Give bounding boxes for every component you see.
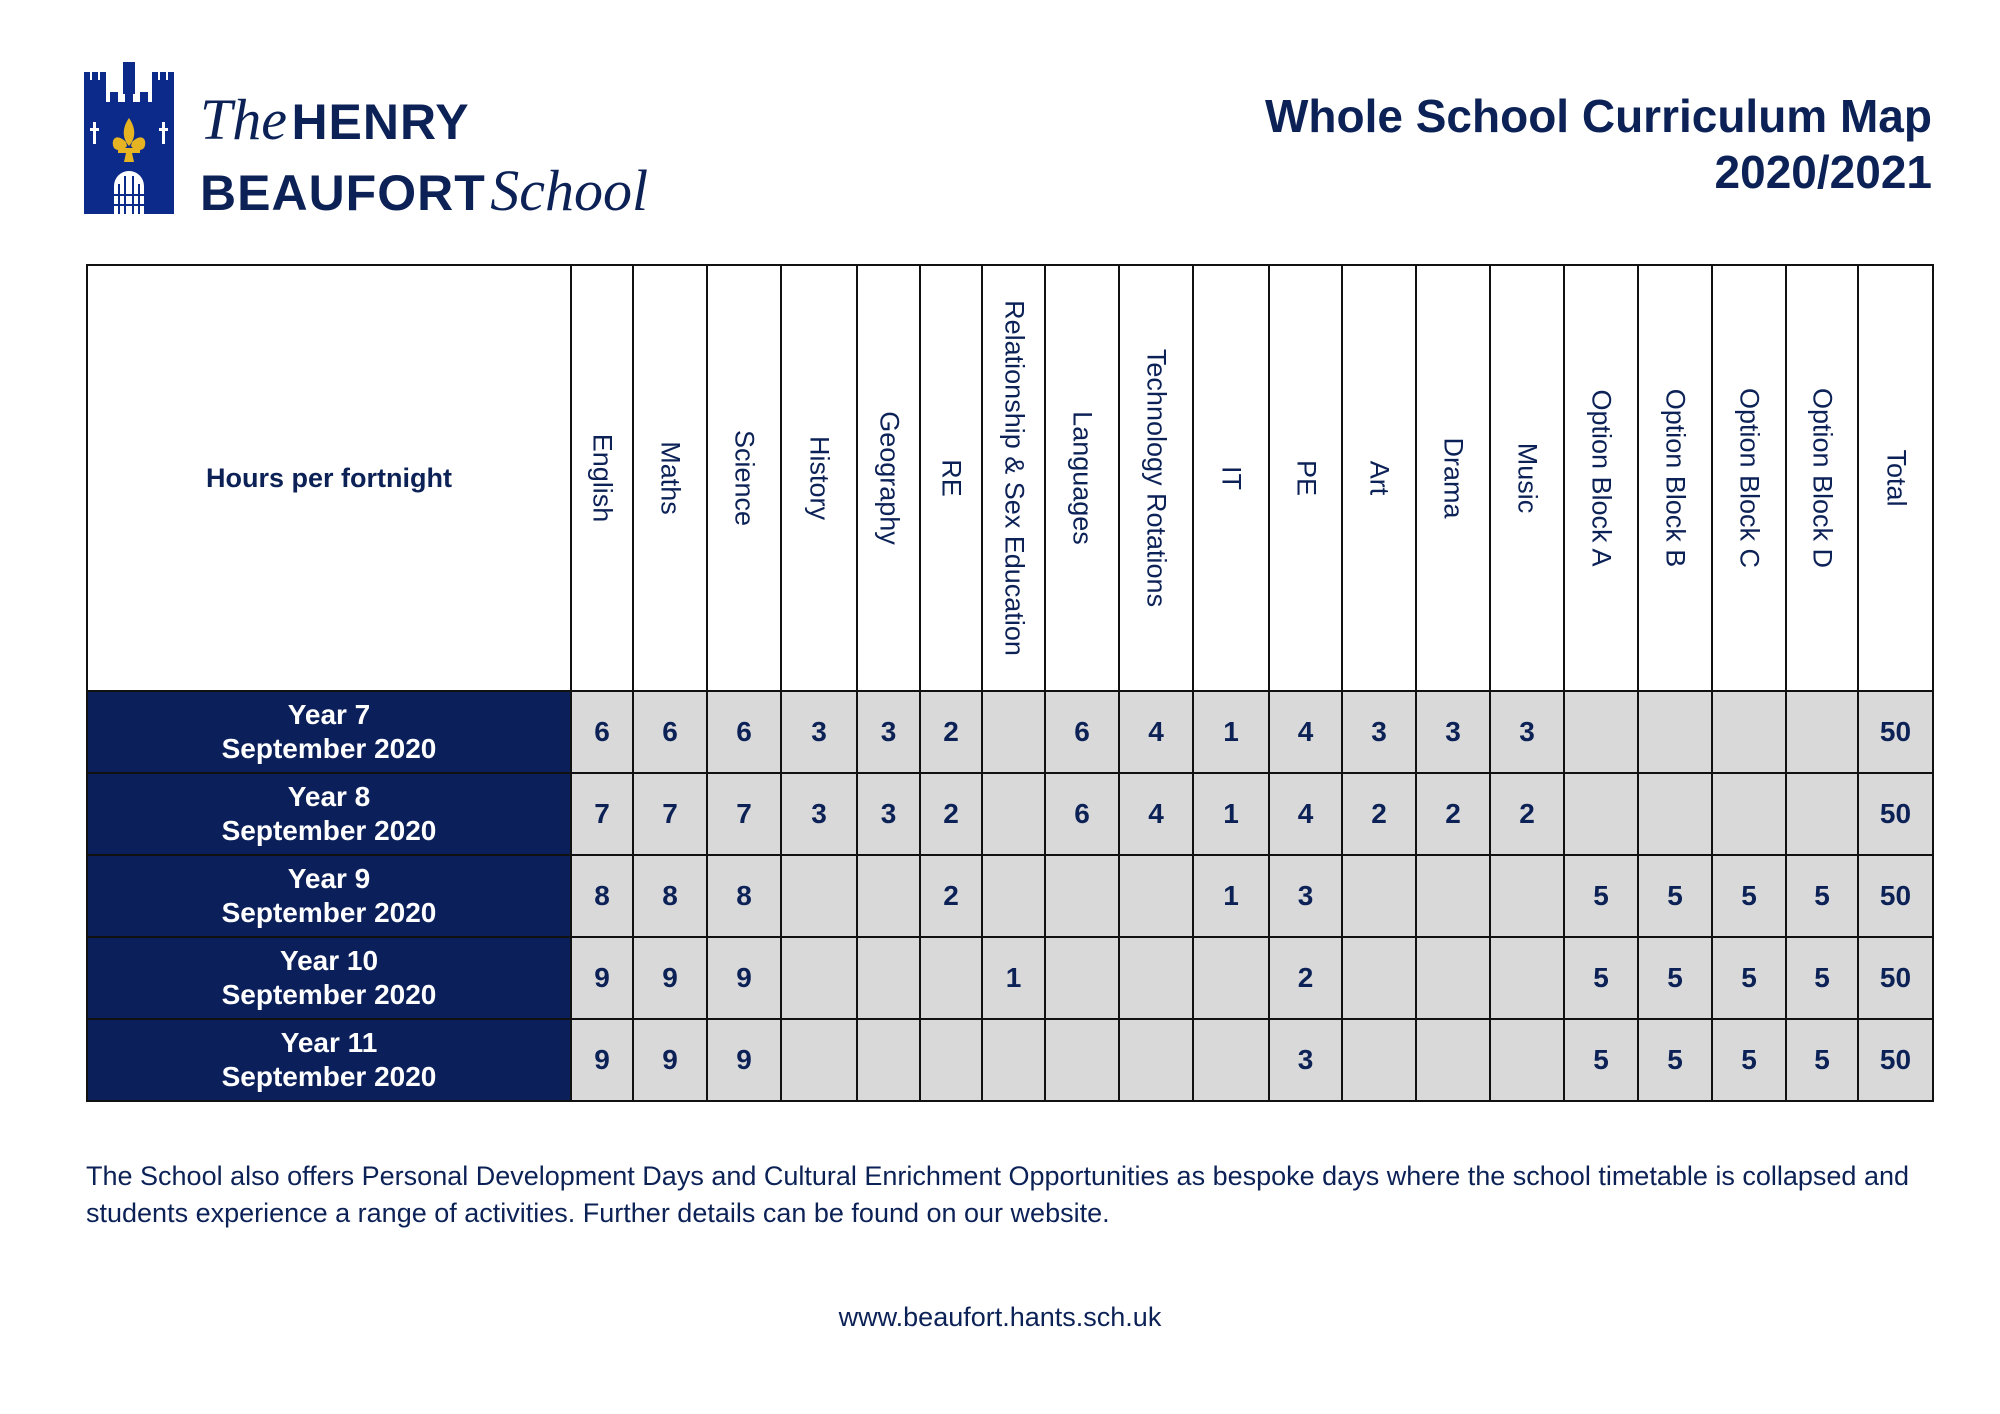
header-row	[87, 265, 1933, 691]
table-cell: 5	[1564, 1019, 1638, 1101]
column-header-label: History	[804, 435, 835, 521]
curriculum-table	[86, 264, 1934, 1102]
column-header-label: Music	[1512, 442, 1543, 514]
table-cell: 50	[1858, 1019, 1933, 1101]
table-cell: 9	[707, 937, 781, 1019]
column-header	[1119, 265, 1193, 691]
table-cell	[857, 937, 920, 1019]
column-header	[1638, 265, 1712, 691]
table-cell	[1638, 773, 1712, 855]
table-cell: 3	[857, 691, 920, 773]
table-cell	[1119, 1019, 1193, 1101]
castle-fleur-de-lis-icon	[84, 62, 174, 214]
table-cell: 3	[857, 773, 920, 855]
table-cell: 2	[920, 855, 982, 937]
table-cell	[1490, 937, 1564, 1019]
table-cell	[1342, 937, 1416, 1019]
column-header	[857, 265, 920, 691]
column-header-label: Science	[729, 429, 760, 527]
enrichment-note: The School also offers Personal Development Days and Cultural Enrichment Opportunities as bespoke days where the school timetable is collapsed and students experience a range of activities. Further details can be found on our website.	[86, 1161, 1910, 1228]
table-cell	[1119, 937, 1193, 1019]
table-cell: 5	[1712, 937, 1786, 1019]
table-cell: 7	[571, 773, 633, 855]
table-cell	[1564, 773, 1638, 855]
table-cell	[857, 1019, 920, 1101]
table-cell	[1416, 855, 1490, 937]
column-header	[1564, 265, 1638, 691]
table-cell: 8	[707, 855, 781, 937]
table-cell: 6	[1045, 691, 1119, 773]
table-cell: 9	[571, 937, 633, 1019]
table-cell: 2	[1269, 937, 1342, 1019]
wordmark-the: The	[200, 87, 287, 152]
table-cell: 6	[571, 691, 633, 773]
table-cell: 2	[920, 691, 982, 773]
row-start-label: September 2020	[221, 1061, 437, 1092]
table-cell: 2	[1416, 773, 1490, 855]
table-cell: 5	[1638, 937, 1712, 1019]
table-cell: 3	[1342, 691, 1416, 773]
table-cell	[1490, 1019, 1564, 1101]
table-cell: 6	[1045, 773, 1119, 855]
table-cell: 6	[633, 691, 707, 773]
row-header	[87, 937, 571, 1019]
table-cell: 5	[1638, 1019, 1712, 1101]
table-cell: 9	[571, 1019, 633, 1101]
table-cell: 7	[707, 773, 781, 855]
column-header	[1193, 265, 1269, 691]
table-cell	[781, 937, 857, 1019]
table-cell	[1193, 1019, 1269, 1101]
table-cell: 3	[1416, 691, 1490, 773]
document-title	[1265, 88, 1932, 200]
table-cell	[1342, 1019, 1416, 1101]
table-cell: 5	[1564, 855, 1638, 937]
table-cell: 1	[1193, 691, 1269, 773]
table-cell: 4	[1119, 691, 1193, 773]
table-cell: 2	[1342, 773, 1416, 855]
row-start-label: September 2020	[221, 815, 437, 846]
table-cell	[1712, 691, 1786, 773]
table-cell	[1045, 937, 1119, 1019]
column-header	[1858, 265, 1933, 691]
table-cell: 2	[1490, 773, 1564, 855]
column-header	[707, 265, 781, 691]
column-header	[1416, 265, 1490, 691]
table-cell: 5	[1786, 855, 1858, 937]
wordmark-school: School	[490, 158, 649, 223]
column-header-label: Maths	[655, 441, 686, 515]
row-start-label: September 2020	[221, 979, 437, 1010]
school-logo	[84, 62, 654, 222]
row-year-label: Year 7	[287, 699, 371, 730]
table-cell: 3	[781, 691, 857, 773]
table-cell	[1786, 773, 1858, 855]
table-cell: 3	[1269, 1019, 1342, 1101]
table-cell: 4	[1269, 773, 1342, 855]
column-header-label: Geography	[874, 411, 904, 545]
table-cell	[1045, 855, 1119, 937]
column-header	[1712, 265, 1786, 691]
wordmark-henry: HENRY	[291, 94, 470, 150]
table-cell: 9	[707, 1019, 781, 1101]
table-cell	[1193, 937, 1269, 1019]
table-cell	[1342, 855, 1416, 937]
table-cell	[982, 855, 1045, 937]
table-cell: 1	[1193, 855, 1269, 937]
table-cell	[1416, 1019, 1490, 1101]
column-header	[571, 265, 633, 691]
table-cell: 3	[781, 773, 857, 855]
column-header	[1342, 265, 1416, 691]
title-line-1: Whole School Curriculum Map	[1264, 90, 1932, 142]
table-cell	[1045, 1019, 1119, 1101]
table-cell	[982, 691, 1045, 773]
column-header-label: Languages	[1067, 411, 1098, 545]
corner-label: Hours per fortnight	[87, 265, 571, 691]
table-row	[87, 691, 1933, 773]
table-cell	[1416, 937, 1490, 1019]
table-row	[87, 1019, 1933, 1101]
table-cell	[1564, 691, 1638, 773]
table-cell	[1786, 691, 1858, 773]
table-cell: 5	[1786, 1019, 1858, 1101]
row-year-label: Year 11	[280, 1027, 378, 1058]
table-cell: 8	[633, 855, 707, 937]
row-start-label: September 2020	[221, 733, 437, 764]
column-header-label: Option Block A	[1586, 389, 1617, 567]
column-header-label: IT	[1216, 466, 1247, 490]
row-start-label: September 2020	[221, 897, 437, 928]
column-header	[1045, 265, 1119, 691]
table-cell	[920, 937, 982, 1019]
row-header	[87, 773, 571, 855]
column-header-label: English	[587, 433, 618, 523]
table-cell: 7	[633, 773, 707, 855]
table-cell: 50	[1858, 937, 1933, 1019]
website-url[interactable]: www.beaufort.hants.sch.uk	[838, 1302, 1162, 1332]
table-cell	[1712, 773, 1786, 855]
table-cell	[781, 1019, 857, 1101]
table-cell: 6	[707, 691, 781, 773]
table-cell	[982, 1019, 1045, 1101]
table-cell	[1638, 691, 1712, 773]
table-cell: 5	[1712, 1019, 1786, 1101]
table-cell: 5	[1712, 855, 1786, 937]
column-header	[1490, 265, 1564, 691]
column-header	[1269, 265, 1342, 691]
column-header-label: Total	[1881, 449, 1911, 507]
table-cell: 2	[920, 773, 982, 855]
table-cell: 9	[633, 1019, 707, 1101]
column-header	[920, 265, 982, 691]
table-cell	[1490, 855, 1564, 937]
table-row	[87, 773, 1933, 855]
column-header-label: Technology Rotations	[1141, 348, 1172, 608]
table-cell: 3	[1490, 691, 1564, 773]
table-cell	[1119, 855, 1193, 937]
school-wordmark	[200, 87, 649, 234]
column-header-label: Relationship & Sex Education	[999, 300, 1029, 656]
table-cell	[857, 855, 920, 937]
table-cell: 50	[1858, 691, 1933, 773]
row-year-label: Year 8	[287, 781, 371, 812]
table-cell: 4	[1119, 773, 1193, 855]
row-header	[87, 691, 571, 773]
column-header-label: PE	[1291, 459, 1321, 497]
column-header	[633, 265, 707, 691]
row-header	[87, 1019, 571, 1101]
column-header	[1786, 265, 1858, 691]
wordmark-beaufort: BEAUFORT	[200, 165, 486, 221]
column-header-label: Art	[1364, 460, 1395, 496]
table-cell: 50	[1858, 855, 1933, 937]
column-header	[781, 265, 857, 691]
table-cell	[920, 1019, 982, 1101]
column-header-label: Option Block B	[1660, 388, 1691, 568]
table-cell: 5	[1638, 855, 1712, 937]
column-header-label: RE	[936, 459, 967, 497]
table-cell: 8	[571, 855, 633, 937]
row-year-label: Year 10	[279, 945, 379, 976]
table-cell: 3	[1269, 855, 1342, 937]
row-header	[87, 855, 571, 937]
table-cell: 50	[1858, 773, 1933, 855]
table-cell: 5	[1786, 937, 1858, 1019]
table-row	[87, 855, 1933, 937]
column-header	[982, 265, 1045, 691]
table-row	[87, 937, 1933, 1019]
column-header-label: Option Block C	[1734, 387, 1765, 569]
title-line-2: 2020/2021	[1714, 146, 1932, 198]
table-body	[87, 691, 1933, 1101]
table-cell: 4	[1269, 691, 1342, 773]
column-header-label: Option Block D	[1807, 387, 1838, 569]
table-cell	[781, 855, 857, 937]
table-cell: 9	[633, 937, 707, 1019]
column-header-label: Drama	[1438, 437, 1469, 519]
table-cell: 5	[1564, 937, 1638, 1019]
row-year-label: Year 9	[287, 863, 371, 894]
table-cell: 1	[1193, 773, 1269, 855]
table-cell: 1	[982, 937, 1045, 1019]
table-cell	[982, 773, 1045, 855]
